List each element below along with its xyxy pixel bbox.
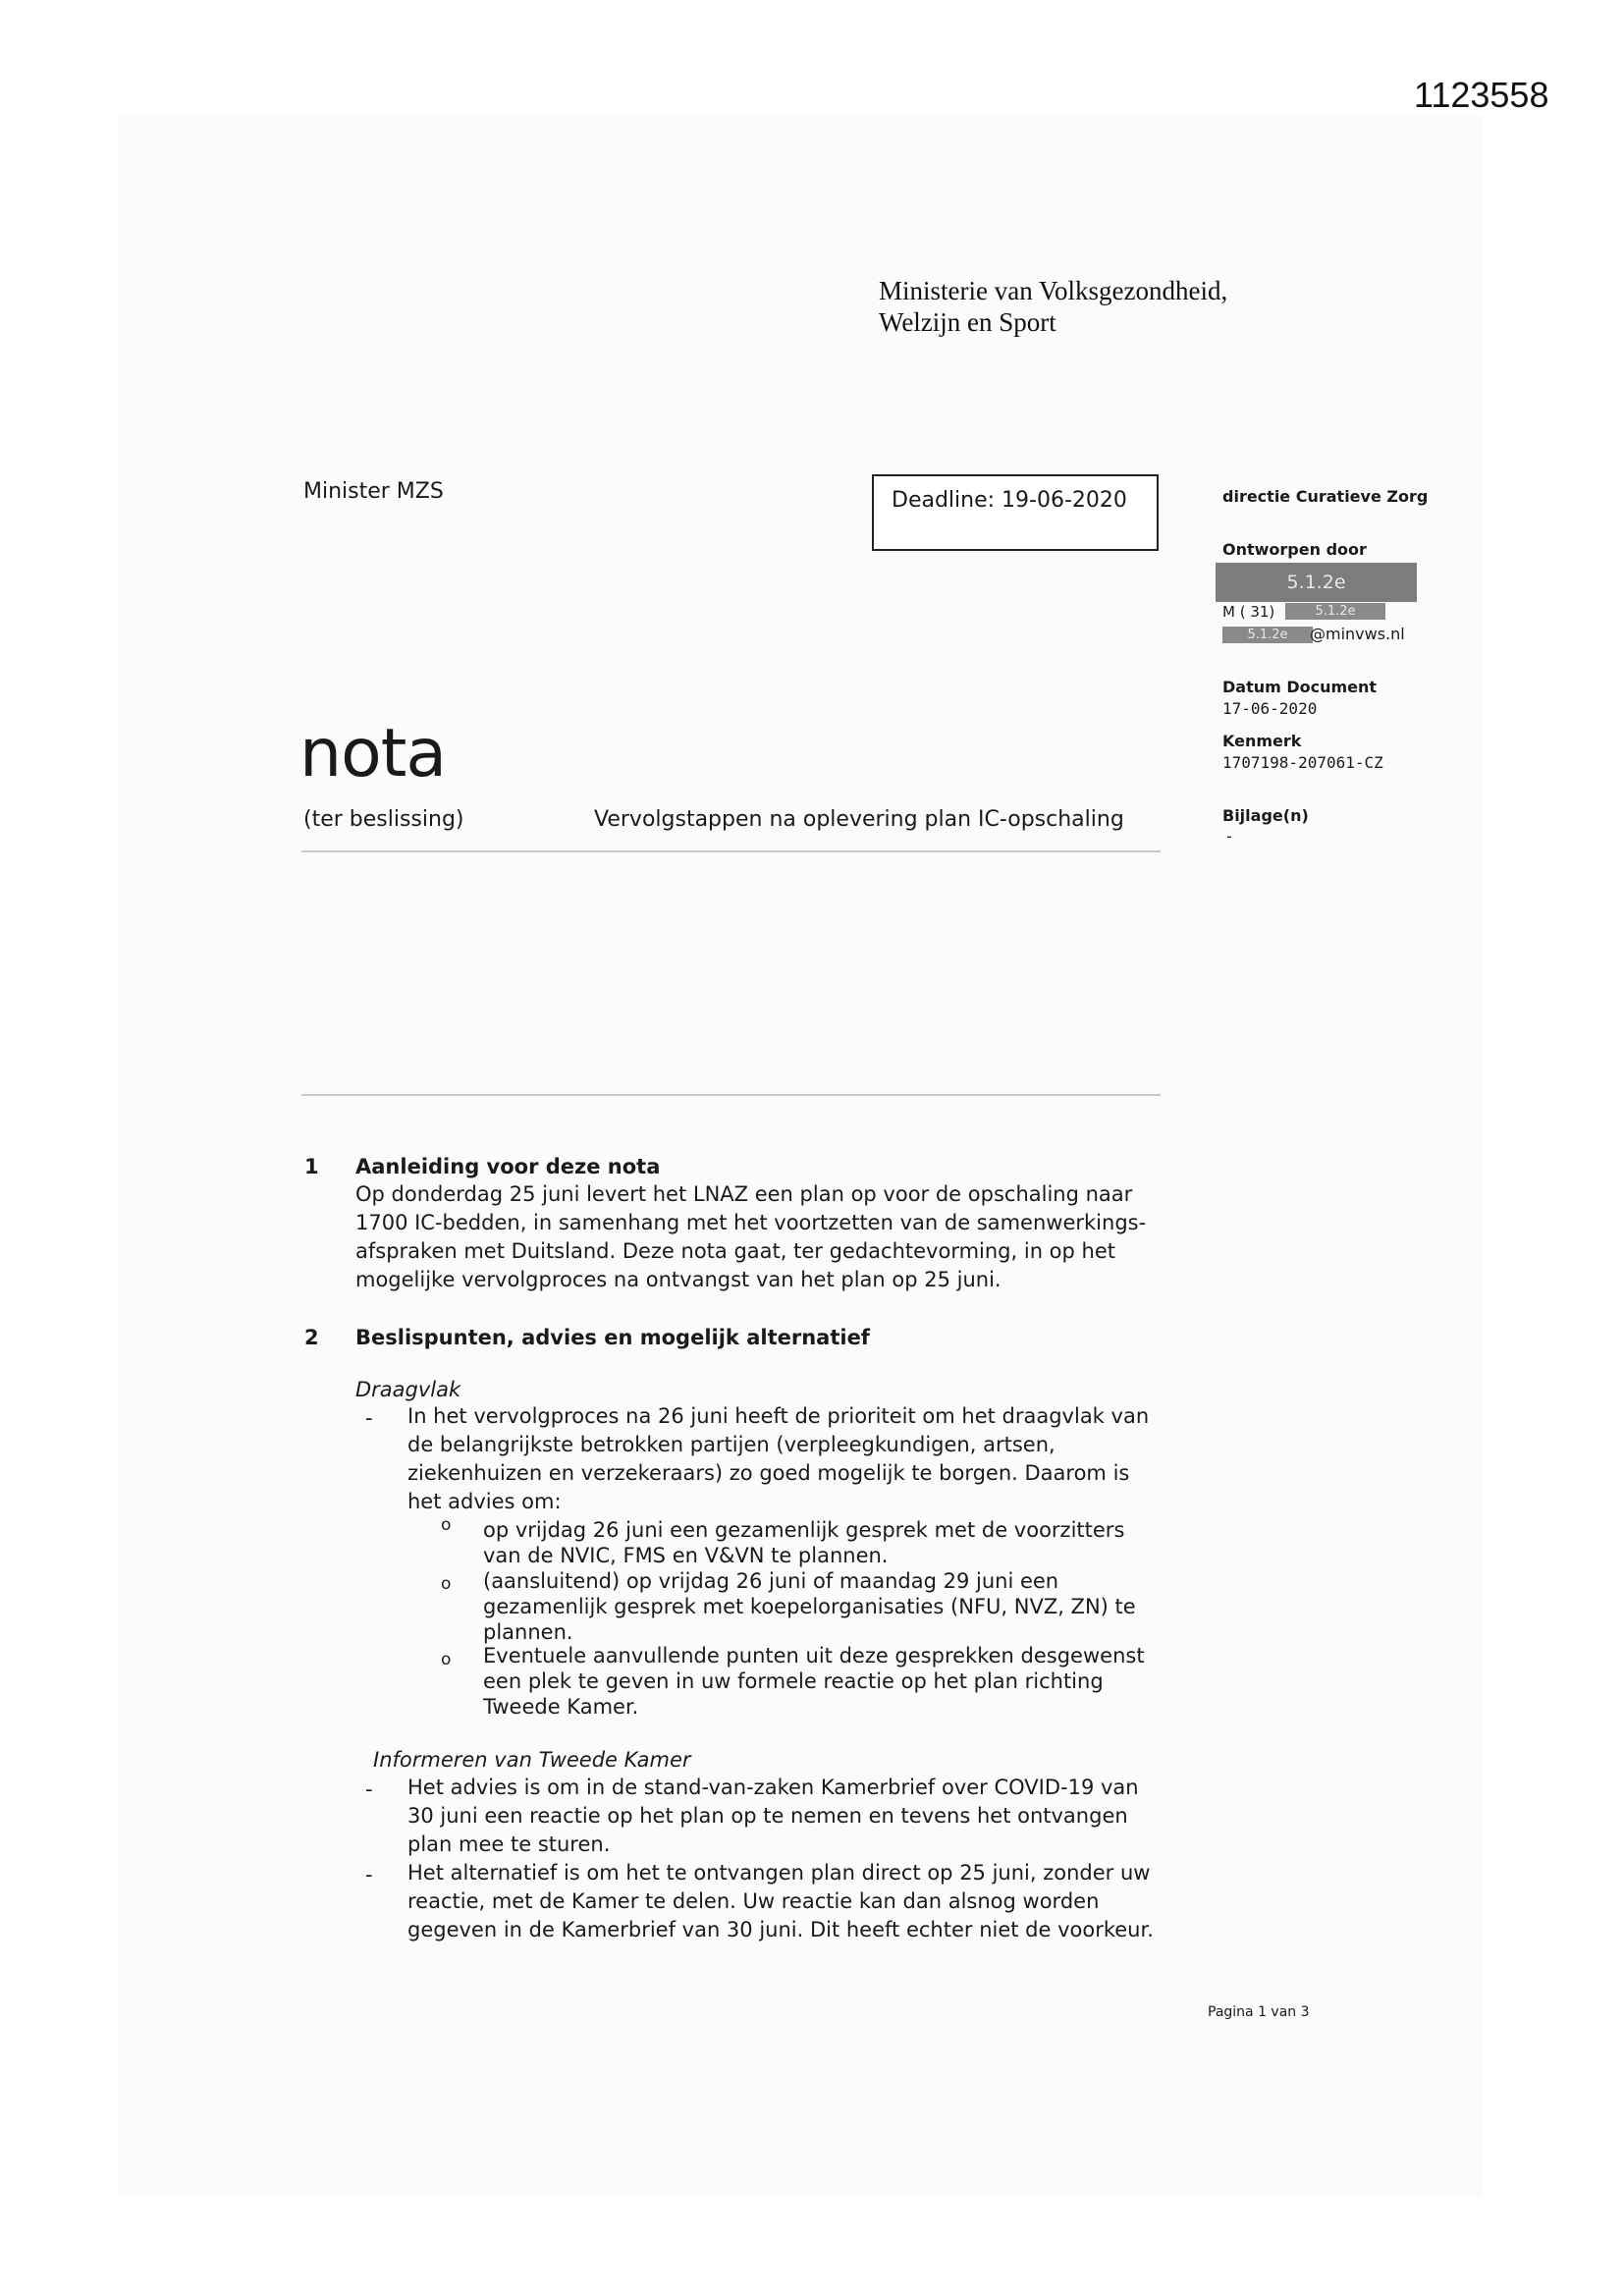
bullet-line: plannen. — [483, 1620, 573, 1644]
subtitle-subject: Vervolgstappen na oplevering plan IC-opschaling — [594, 807, 1124, 832]
bullet-line: op vrijdag 26 juni een gezamenlijk gesprek met de voorzitters — [483, 1518, 1125, 1542]
directorate: directie Curatieve Zorg — [1222, 487, 1429, 506]
bullet-marker: o — [441, 1515, 452, 1535]
bullet-line: Tweede Kamer. — [483, 1695, 639, 1719]
redacted-mobile: 5.1.2e — [1285, 603, 1385, 620]
body-line: In het vervolgproces na 26 juni heeft de prioriteit om het draagvlak van — [407, 1404, 1150, 1428]
subtitle-type: (ter beslissing) — [303, 807, 464, 832]
content-divider — [301, 1094, 1161, 1096]
date-label: Datum Document — [1222, 678, 1378, 696]
section-1-number: 1 — [304, 1155, 319, 1178]
bullet-line: (aansluitend) op vrijdag 26 juni of maandag 29 juni een — [483, 1569, 1059, 1593]
body-line: mogelijke vervolgproces na ontvangst van het plan op 25 juni. — [355, 1268, 1001, 1291]
body-line: ziekenhuizen en verzekeraars) zo goed mogelijk te borgen. Daarom is — [407, 1461, 1130, 1485]
bullet-marker: o — [441, 1650, 452, 1669]
body-line: Het alternatief is om het te ontvangen plan direct op 25 juni, zonder uw — [407, 1861, 1151, 1885]
body-line: Het advies is om in de stand-van-zaken Kamerbrief over COVID-19 van — [407, 1776, 1139, 1799]
deadline-box — [872, 474, 1159, 551]
document-id: 1123558 — [1414, 75, 1549, 115]
section-2-number: 2 — [304, 1326, 319, 1349]
dash-marker: - — [365, 1777, 373, 1801]
bullet-line: Eventuele aanvullende punten uit deze gesprekken desgewenst — [483, 1644, 1145, 1667]
ministry-line-2: Welzijn en Sport — [879, 307, 1056, 337]
redacted-email: 5.1.2e — [1222, 627, 1313, 643]
body-line: 30 juni een reactie op het plan op te nemen en tevens het ontvangen — [407, 1804, 1128, 1828]
informeren-heading: Informeren van Tweede Kamer — [373, 1748, 691, 1772]
informeren-item-2 — [407, 1859, 1154, 1944]
dash-marker: - — [365, 1863, 373, 1886]
bullet-line: een plek te geven in uw formele reactie op het plan richting — [483, 1669, 1104, 1693]
informeren-item-1 — [407, 1774, 1139, 1859]
section-1-heading: Aanleiding voor deze nota — [355, 1155, 661, 1178]
page-number: Pagina 1 van 3 — [1208, 2004, 1310, 2020]
attachments-value: - — [1224, 827, 1234, 846]
draagvlak-heading: Draagvlak — [355, 1378, 461, 1401]
draagvlak-body — [407, 1402, 1149, 1516]
document-title: nota — [299, 715, 447, 793]
redacted-name: 5.1.2e — [1216, 563, 1417, 602]
body-line: Op donderdag 25 juni levert het LNAZ een plan op voor de opschaling naar — [355, 1182, 1133, 1206]
section-2-heading: Beslispunten, advies en mogelijk alternatief — [355, 1326, 870, 1349]
bullet-marker: o — [441, 1574, 452, 1594]
body-line: de belangrijkste betrokken partijen (verpleegkundigen, artsen, — [407, 1433, 1056, 1456]
body-line: reactie, met de Kamer te delen. Uw reactie kan dan alsnog worden — [407, 1889, 1100, 1913]
section-1-body — [355, 1180, 1146, 1294]
deadline-text: Deadline: 19-06-2020 — [892, 488, 1127, 513]
dash-marker: - — [365, 1406, 373, 1430]
draagvlak-bullet-3 — [483, 1643, 1145, 1720]
body-line: gegeven in de Kamerbrief van 30 juni. Dit heeft echter niet de voorkeur. — [407, 1918, 1154, 1941]
ministry-line-1: Ministerie van Volksgezondheid, — [879, 276, 1228, 305]
reference-label: Kenmerk — [1222, 732, 1302, 750]
bullet-line: gezamenlijk gesprek met koepelorganisaties (NFU, NVZ, ZN) te — [483, 1595, 1136, 1618]
reference-value: 1707198-207061-CZ — [1222, 753, 1383, 772]
recipient: Minister MZS — [303, 479, 444, 504]
body-line: 1700 IC-bedden, in samenhang met het voortzetten van de samenwerkings- — [355, 1211, 1147, 1234]
mobile-prefix: M ( 31) — [1222, 603, 1275, 621]
draagvlak-bullet-1 — [483, 1517, 1124, 1568]
draagvlak-bullet-2 — [483, 1568, 1136, 1645]
bullet-line: van de NVIC, FMS en V&VN te plannen. — [483, 1544, 889, 1567]
body-line: het advies om: — [407, 1490, 562, 1513]
ministry-logo-text — [879, 275, 1227, 338]
body-line: plan mee te sturen. — [407, 1832, 611, 1856]
attachments-label: Bijlage(n) — [1222, 806, 1309, 825]
title-divider — [301, 850, 1161, 852]
designed-by-label: Ontworpen door — [1222, 540, 1367, 559]
date-value: 17-06-2020 — [1222, 699, 1318, 718]
email-suffix: @minvws.nl — [1310, 625, 1405, 643]
body-line: afspraken met Duitsland. Deze nota gaat, ter gedachtevorming, in op het — [355, 1239, 1115, 1263]
